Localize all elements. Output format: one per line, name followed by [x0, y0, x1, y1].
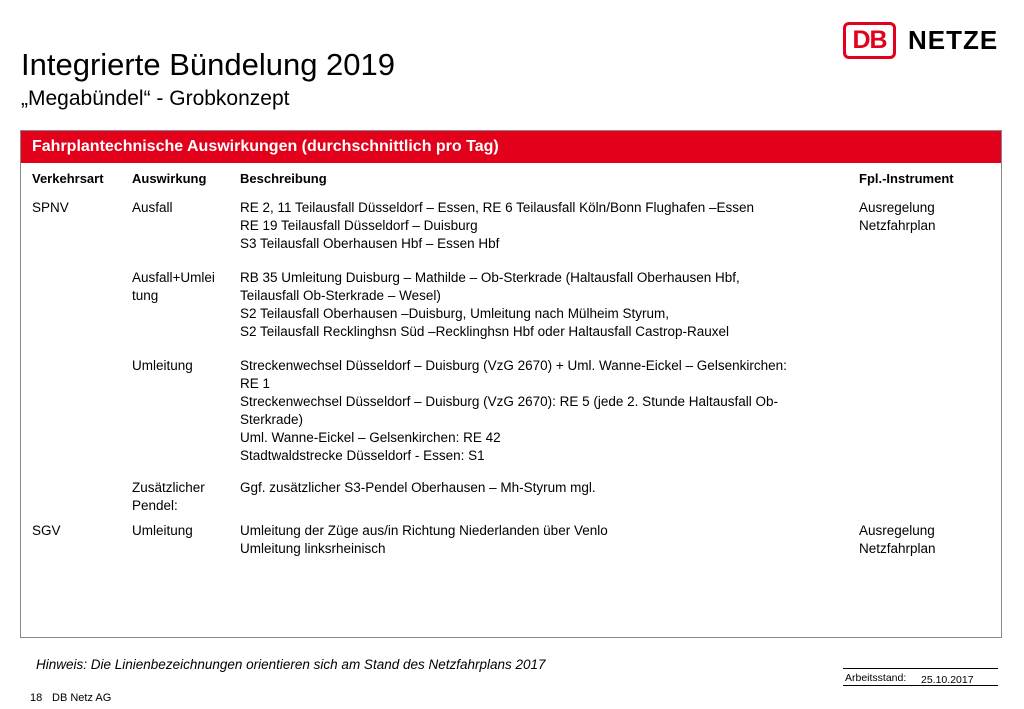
table-cell-instrument: Ausregelung [859, 200, 935, 215]
stand-divider-bottom [843, 685, 998, 686]
table-cell-auswirkung: Umleitung [132, 523, 193, 538]
table-cell-verkehrsart: SGV [32, 523, 61, 538]
table-cell-beschreibung: S3 Teilausfall Oberhausen Hbf – Essen Hbf [240, 236, 500, 251]
table-cell-beschreibung: Streckenwechsel Düsseldorf – Duisburg (VzG 2670): RE 5 (jede 2. Stunde Haltausfall Ob- [240, 394, 779, 409]
table-cell-instrument: Ausregelung [859, 523, 935, 538]
stand-divider-top [843, 668, 998, 669]
table-cell-beschreibung: S2 Teilausfall Recklinghsn Süd –Recklinghsn Hbf oder Haltausfall Castrop-Rauxel [240, 324, 730, 339]
table-cell-beschreibung: RB 35 Umleitung Duisburg – Mathilde – Ob-Sterkrade (Haltausfall Oberhausen Hbf, [240, 270, 740, 285]
table-cell-beschreibung: S2 Teilausfall Oberhausen –Duisburg, Umleitung nach Mülheim Styrum, [240, 306, 669, 321]
column-header-fpl-instrument: Fpl.-Instrument [859, 171, 954, 186]
table-cell-verkehrsart: SPNV [32, 200, 69, 215]
table-cell-beschreibung: Stadtwaldstrecke Düsseldorf - Essen: S1 [240, 448, 485, 463]
column-header-beschreibung: Beschreibung [240, 171, 327, 186]
page-subtitle: „Megabündel“ - Grobkonzept [21, 87, 290, 110]
table-cell-beschreibung: Uml. Wanne-Eickel – Gelsenkirchen: RE 42 [240, 430, 501, 445]
stand-date: 25.10.2017 [921, 674, 974, 686]
stand-label: Arbeitsstand: [845, 672, 907, 684]
footer-note: Hinweis: Die Linienbezeichnungen orientieren sich am Stand des Netzfahrplans 2017 [36, 657, 546, 672]
table-cell-beschreibung: RE 2, 11 Teilausfall Düsseldorf – Essen, RE 6 Teilausfall Köln/Bonn Flughafen –Essen [240, 200, 755, 215]
table-cell-beschreibung: Teilausfall Ob-Sterkrade – Wesel) [240, 288, 441, 303]
table-cell-auswirkung: Zusätzlicher [132, 480, 205, 495]
table-cell-instrument: Netzfahrplan [859, 218, 936, 233]
table-cell-auswirkung: tung [132, 288, 159, 303]
column-header-verkehrsart: Verkehrsart [32, 171, 104, 186]
table-cell-auswirkung: Pendel: [132, 498, 178, 513]
panel-header: Fahrplantechnische Auswirkungen (durchschnittlich pro Tag) [21, 131, 1001, 163]
netze-wordmark: NETZE [908, 24, 999, 55]
table-cell-beschreibung: Sterkrade) [240, 412, 304, 427]
company-name: DB Netz AG [52, 692, 112, 704]
table-cell-beschreibung: RE 19 Teilausfall Düsseldorf – Duisburg [240, 218, 478, 233]
table-cell-beschreibung: Streckenwechsel Düsseldorf – Duisburg (VzG 2670) + Uml. Wanne-Eickel – Gelsenkirchen: [240, 358, 787, 373]
table-cell-beschreibung: Umleitung linksrheinisch [240, 541, 386, 556]
db-logo-icon: DB [843, 22, 896, 59]
column-header-auswirkung: Auswirkung [132, 171, 207, 186]
table-cell-auswirkung: Umleitung [132, 358, 193, 373]
page-number: 18 [30, 692, 43, 704]
table-cell-beschreibung: RE 1 [240, 376, 271, 391]
impact-table-panel [20, 130, 1002, 638]
table-cell-beschreibung: Umleitung der Züge aus/in Richtung Niederlanden über Venlo [240, 523, 608, 538]
page-title: Integrierte Bündelung 2019 [21, 47, 396, 82]
db-netze-logo [843, 20, 998, 60]
table-cell-auswirkung: Ausfall [132, 200, 173, 215]
table-cell-auswirkung: Ausfall+Umlei [132, 270, 215, 285]
table-cell-instrument: Netzfahrplan [859, 541, 936, 556]
table-cell-beschreibung: Ggf. zusätzlicher S3-Pendel Oberhausen – Mh-Styrum mgl. [240, 480, 596, 495]
